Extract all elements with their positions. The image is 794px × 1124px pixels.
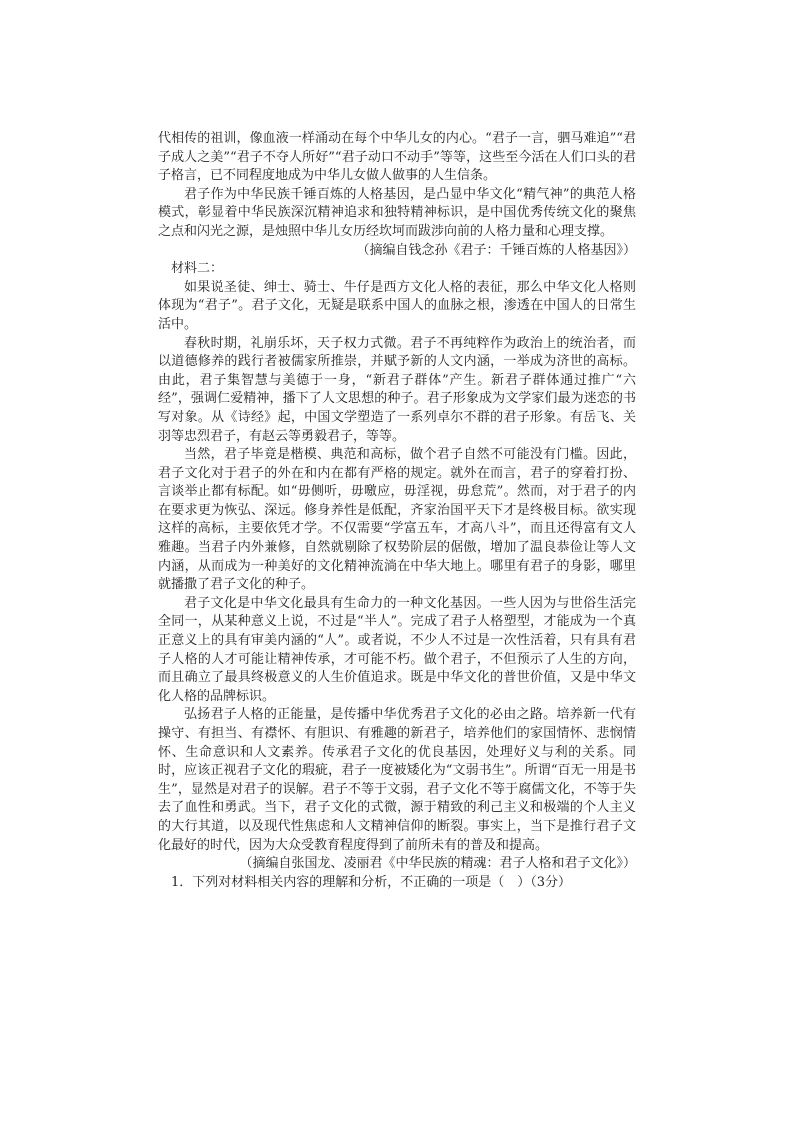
paragraph-promotion: 弘扬君子人格的正能量，是传播中华优秀君子文化的必由之路。培养新一代有操守、有担当、有襟怀、有胆识、有雅趣的新君子，培养他们的家国情怀、悲悯情怀、生命意识和人文素养。传承君子文化的优良基因，处理好义与利的关系。同时，应该正视君子文化的瑕疵，君子一度被矮化为“文弱书生”。所谓“百无一用是书生”，显然是对君子的误解。君子不等于文弱，君子文化不等于腐儒文化，不等于失去了血性和勇武。当下，君子文化的式微，源于精致的利己主义和极端的个人主义的大行其道，以及现代性焦虑和人文精神信仰的断裂。事实上，当下是推行君子文化最好的时代，因为大众受教育程度得到了前所未有的普及和提高。 (158, 707, 636, 853)
paragraph-threshold: 当然，君子毕竟是楷模、典范和高标，做个君子自然不可能没有门槛。因此，君子文化对于君子的外在和内在都有严格的规定。就外在而言，君子的穿着打扮、言谈举止都有标配。如“毋侧听，毋噭应，毋淫视，毋怠荒”。然而，对于君子的内在要求更为恢弘、深远。修身养性是低配，齐家治国平天下才是终极目标。欲实现这样的高标，主要依凭才学。不仅需要“学富五车，才高八斗”，而且还得富有文人雅趣。当君子内外兼修，自然就剔除了权势阶层的倨傲，增加了温良恭俭让等人文内涵，从而成为一种美好的文化精神流淌在中华大地上。哪里有君子的身影，哪里就播撒了君子文化的种子。 (158, 447, 636, 593)
paragraph-western-comparison: 如果说圣徒、绅士、骑士、牛仔是西方文化人格的表征，那么中华文化人格则体现为“君子”。君子文化，无疑是联系中国人的血脉之根，渗透在中国人的日常生活中。 (158, 279, 636, 332)
document-page (158, 130, 636, 892)
question-1: 1．下列对材料相关内容的理解和分析，不正确的一项是（ ）（3分） (171, 874, 572, 890)
paragraph-junzi-gene: 君子作为中华民族千锤百炼的人格基因，是凸显中华文化“精气神”的典范人格模式，彰显着中华民族深沉精神追求和独特精神标识，是中国优秀传统文化的聚焦之点和闪光之源，是烛照中华儿女历经坎坷而跋涉向前的人格力量和心理支撑。 (158, 186, 636, 239)
paragraph-continuation: 代相传的祖训，像血液一样涌动在每个中华儿女的内心。“君子一言，驷马难追”“君子成人之美”“君子不夺人所好”“君子动口不动手”等等，这些至今活在人们口头的君子格言，已不同程度地成为中华儿女做人做事的人生信条。 (158, 131, 636, 184)
paragraph-spring-autumn: 春秋时期，礼崩乐坏，天子权力式微。君子不再纯粹作为政治上的统治者，而以道德修养的践行者被儒家所推崇，并赋予新的人文内涵，一举成为济世的高标。由此，君子集智慧与美德于一身，“新君子群体”产生。新君子群体通过推广“六经”，强调仁爱精神，播下了人文思想的种子。君子形象成为文学家们最为迷恋的书写对象。从《诗经》起，中国文学塑造了一系列卓尔不群的君子形象。有岳飞、关羽等忠烈君子，有赵云等勇毅君子，等等。 (158, 335, 636, 444)
source-citation-1: （摘编自钱念孙《君子：千锤百炼的人格基因》） (356, 242, 636, 258)
source-citation-2: （摘编自张国龙、凌丽君《中华民族的精魂：君子人格和君子文化》） (239, 856, 636, 872)
paragraph-vitality: 君子文化是中华文化最具有生命力的一种文化基因。一些人因为与世俗生活完全同一，从某种意义上说，不过是“半人”。完成了君子人格塑型，才能成为一个真正意义上的具有审美内涵的“人”。或者说，不少人不过是一次性活着，只有具有君子人格的人才可能让精神传承，才可能不朽。做个君子，不但预示了人生的方向，而且确立了最具终极意义的人生价值追求。既是中华文化的普世价值，又是中华文化人格的品牌标识。 (158, 595, 636, 704)
material-two-heading: 材料二： (171, 261, 224, 277)
